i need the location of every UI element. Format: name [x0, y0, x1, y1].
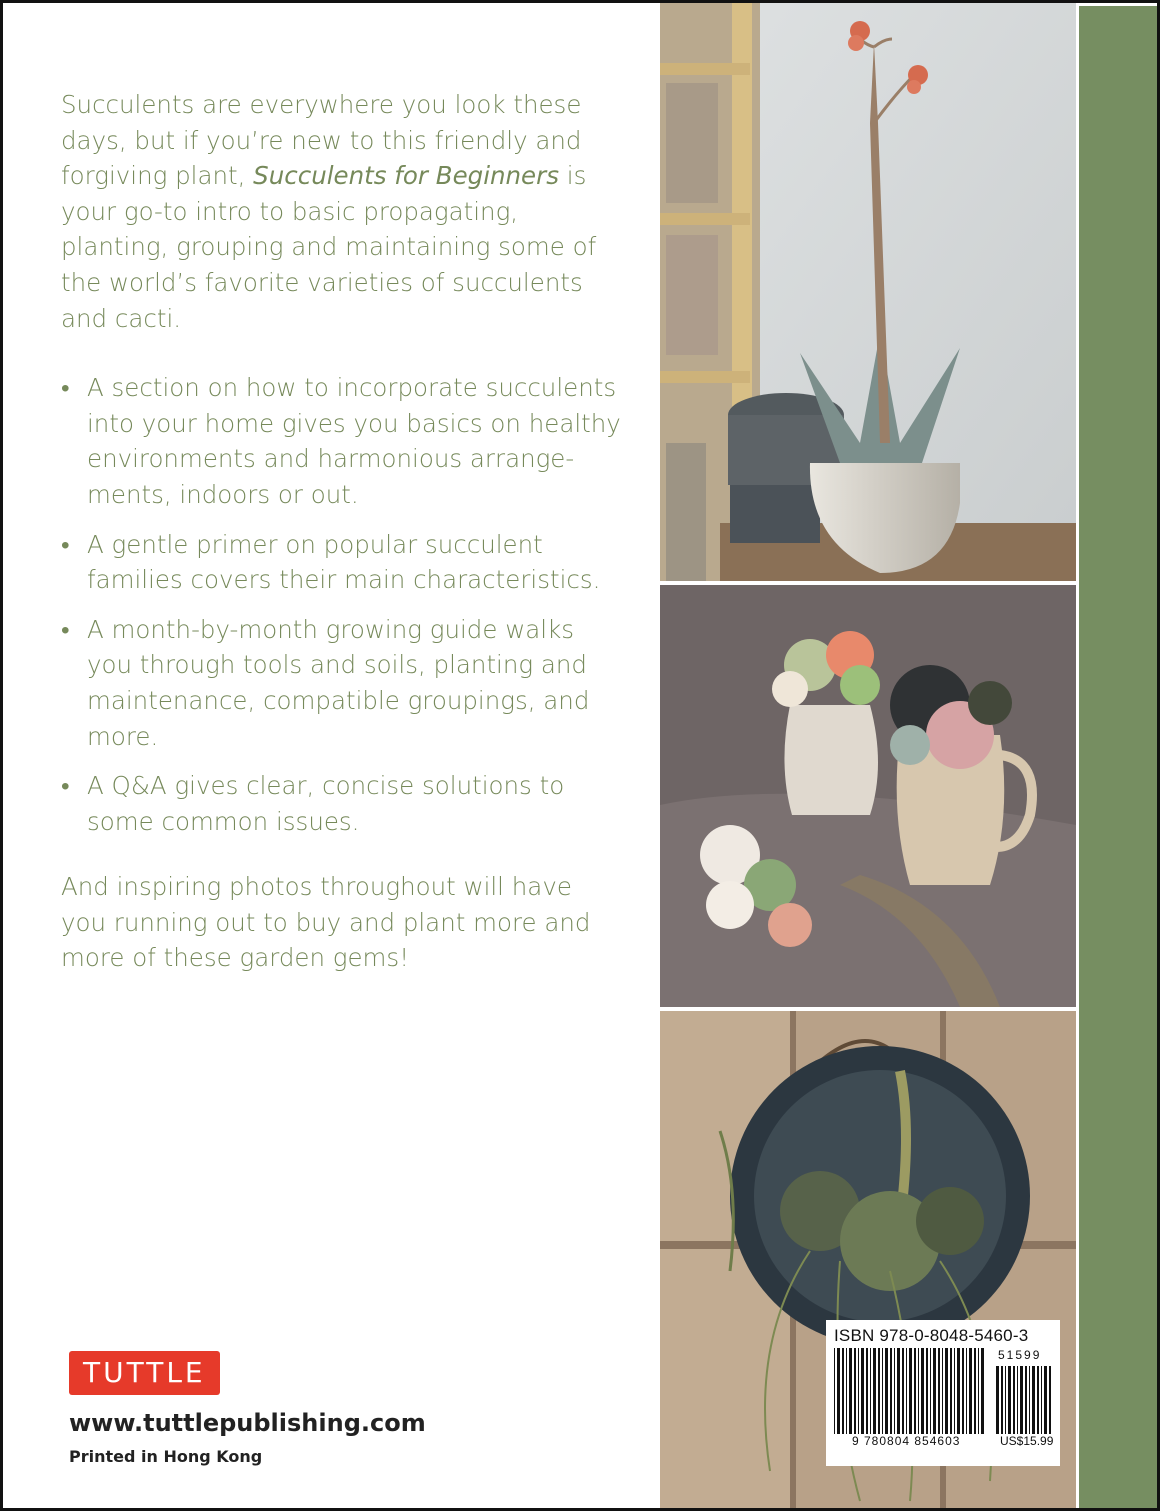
barcode-bar [918, 1348, 919, 1434]
barcode-addon-bars [996, 1366, 1052, 1434]
bullet-icon: • [61, 614, 70, 644]
barcode-bar [1025, 1366, 1027, 1434]
list-item [61, 768, 621, 839]
barcode-bar [885, 1348, 888, 1434]
printed-in: Printed in Hong Kong [69, 1447, 263, 1466]
bullet-icon: • [61, 771, 70, 801]
barcode-bar [906, 1348, 907, 1434]
barcode-bar [849, 1348, 852, 1434]
barcode-bar [902, 1348, 904, 1434]
barcode-bar [1044, 1366, 1047, 1434]
barcode-bar [933, 1348, 936, 1434]
barcode-bar [938, 1348, 940, 1434]
barcode-bar [837, 1348, 840, 1434]
list-item-text: A section on how to incorporate succulents into your home gives you basics on healthy environments and harmonious arrange-ments, indoors or out. [87, 373, 621, 509]
intro-paragraph [61, 87, 621, 336]
barcode-bar [1005, 1366, 1006, 1434]
closing-paragraph: And inspiring photos throughout will have you running out to buy and plant more and more of these garden gems! [61, 872, 591, 973]
list-item [61, 612, 621, 754]
list-item [61, 527, 621, 598]
barcode-bar [1017, 1366, 1018, 1434]
barcode-bar [873, 1348, 876, 1434]
barcode-bar [969, 1348, 972, 1434]
barcode-bar [926, 1348, 928, 1434]
barcode-bar [854, 1348, 856, 1434]
barcode-bar [890, 1348, 892, 1434]
barcode-bar [945, 1348, 948, 1434]
barcode-bar [1041, 1366, 1042, 1434]
barcode-bar [1008, 1366, 1011, 1434]
tuttle-logo: TUTTLE [69, 1351, 220, 1395]
barcode-bar [858, 1348, 859, 1434]
intro-text-1: Succulents are everywhere you look these days, but if you’re new to this friendly and forgiving plant, [61, 90, 582, 191]
publisher-website: www.tuttlepublishing.com [69, 1409, 426, 1437]
bullet-icon: • [61, 529, 70, 559]
green-spine-bar [1079, 6, 1160, 1511]
intro-text-2: is your go-to intro to basic propagating, planting, grouping and maintaining some of the world’s favorite varieties of succulents and cacti. [61, 161, 597, 333]
list-item [61, 370, 621, 512]
barcode-bar [834, 1348, 835, 1434]
barcode-bar [1032, 1366, 1035, 1434]
barcode-bar [870, 1348, 871, 1434]
barcode-bar [966, 1348, 967, 1434]
barcode-bar [909, 1348, 912, 1434]
jug-arrangement-photo [660, 585, 1076, 1007]
barcode-bar [914, 1348, 916, 1434]
barcode-bar [981, 1348, 984, 1434]
barcode-bar [1001, 1366, 1003, 1434]
barcode-bar [954, 1348, 955, 1434]
list-item-text: A Q&A gives clear, concise solutions to some common issues. [87, 771, 565, 836]
barcode-bar [962, 1348, 964, 1434]
barcode-bar [878, 1348, 880, 1434]
barcode-ean-number: 9 780804 854603 [852, 1434, 961, 1448]
barcode-bar [957, 1348, 960, 1434]
barcode-bar [942, 1348, 943, 1434]
feature-list [61, 370, 621, 839]
barcode-bar [1020, 1366, 1023, 1434]
barcode-bar [894, 1348, 895, 1434]
barcode-bar [1029, 1366, 1030, 1434]
barcode-main-bars [834, 1348, 984, 1434]
barcode-bar [882, 1348, 883, 1434]
barcode-bar [1037, 1366, 1039, 1434]
barcode-bar [866, 1348, 868, 1434]
list-item-text: A month-by-month growing guide walks you through tools and soils, planting and maintenance, compatible groupings, and more. [87, 614, 590, 751]
photo-column [660, 3, 1076, 1508]
barcode-box [826, 1320, 1060, 1466]
bullet-icon: • [61, 373, 70, 403]
blurb-column [61, 87, 621, 976]
publisher-block [69, 1351, 426, 1466]
barcode-bar [921, 1348, 924, 1434]
barcode-bar [897, 1348, 900, 1434]
barcode-bar [950, 1348, 952, 1434]
barcode-area [834, 1348, 1054, 1448]
isbn-label: ISBN 978-0-8048-5460-3 [834, 1326, 1029, 1345]
barcode-bar [974, 1348, 976, 1434]
barcode-bar [861, 1348, 864, 1434]
barcode-addon-number: 51599 [998, 1348, 1042, 1362]
barcode-bar [846, 1348, 847, 1434]
book-title-italic: Succulents for Beginners [253, 161, 559, 191]
price-label: US$15.99 [1000, 1434, 1054, 1448]
barcode-bar [978, 1348, 979, 1434]
barcode-bar [930, 1348, 931, 1434]
barcode-bar [842, 1348, 844, 1434]
barcode-bar [1013, 1366, 1015, 1434]
barcode-bar [1049, 1366, 1051, 1434]
barcode-bar [996, 1366, 999, 1434]
aloe-pot-photo [660, 3, 1076, 581]
list-item-text: A gentle primer on popular succulent families covers their main characteristics. [87, 529, 601, 595]
